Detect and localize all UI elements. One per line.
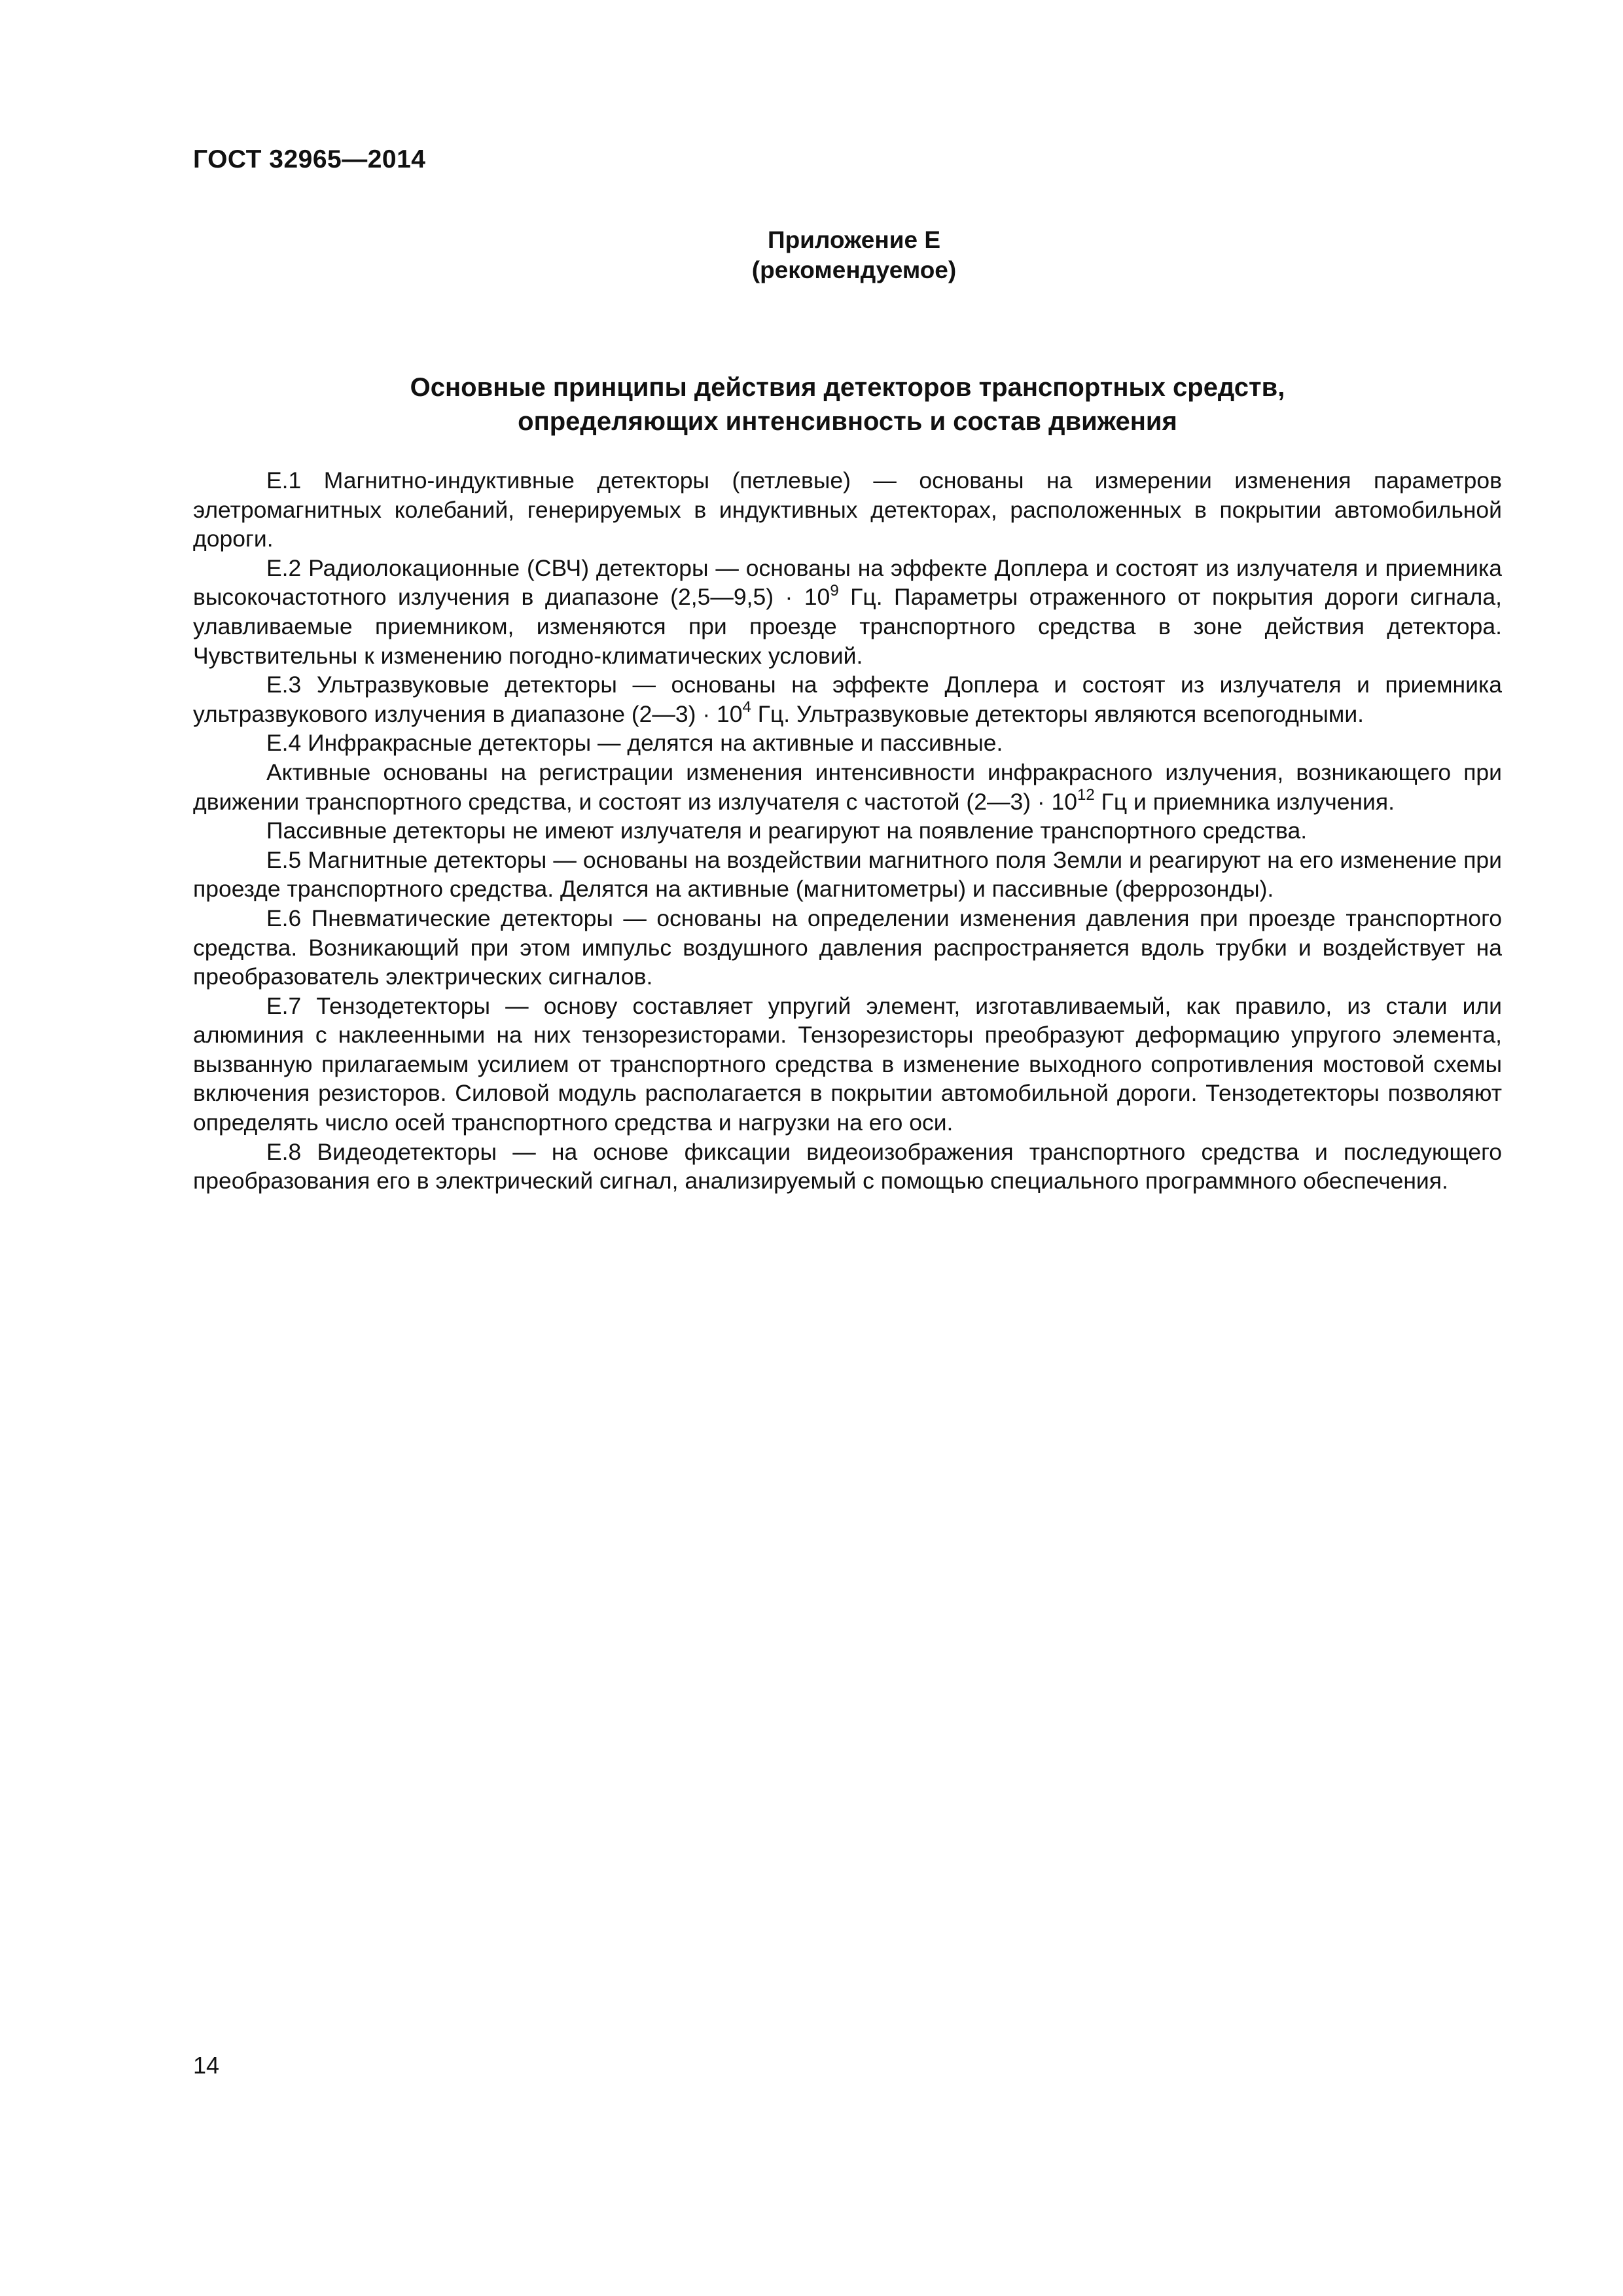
paragraph-e2-text-end: Гц. Параметры отраженного от покрытия дороги сигнала, улавливаемые приемником, изменяются при проезде транспортного средства в зоне действия детектора. Чувствительны к изменению погодно-климатических условий. — [193, 584, 1502, 669]
paragraph-e3-text-start: Е.3 Ультразвуковые детекторы — основаны на эффекте Доплера и состоят из излучателя и приемника ультразвукового излучения в диапазоне (2—3) · 10 — [193, 672, 1502, 727]
paragraph-e3-text-end: Гц. Ультразвуковые детекторы являются всепогодными. — [751, 700, 1364, 727]
paragraph-e4: Е.4 Инфракрасные детекторы — делятся на активные и пассивные. — [266, 730, 1003, 757]
paragraph-e4-active-text-end: Гц и приемника излучения. — [1094, 788, 1395, 815]
paragraph-e1: Е.1 Магнитно-индуктивные детекторы (петлевые) — основаны на измерении изменения параметров элетромагнитных колебаний, генерируемых в индуктивных детекторах, расположенных в покрытии автомобильной дороги. — [193, 467, 1502, 552]
paragraph-e2 — [193, 554, 1502, 670]
appendix-heading — [0, 225, 1623, 285]
paragraph-e2-text-start: Е.2 Радиолокационные (СВЧ) детекторы — основаны на эффекте Доплера и состоят из излучателя и приемника высокочастотного излучения в диапазоне (2,5—9,5) · 10 — [193, 554, 1502, 611]
section-title-line-2: определяющих интенсивность и состав движения — [518, 407, 1177, 436]
exponent: 4 — [742, 698, 751, 716]
paragraph-e4-passive: Пассивные детекторы не имеют излучателя и реагируют на появление транспортного средства. — [266, 817, 1308, 844]
appendix-status: (рекомендуемое) — [751, 257, 957, 283]
exponent: 12 — [1077, 785, 1095, 804]
paragraph-e7: Е.7 Тензодетекторы — основу составляет упругий элемент, изготавливаемый, как правило, из стали или алюминия с наклеенными на них тензорезисторами. Тензорезисторы преобразуют деформацию упругого элемента, вызванную прилагаемым усилием от транспортного средства в изменение выходного сопротивления мостовой схемы включения резисторов. Силовой модуль располагается в покрытии автомобильной дороги. Тензодетекторы позволяют определять число осей транспортного средства и нагрузки на его оси. — [193, 992, 1502, 1136]
paragraph-e4-active-text-start: Активные основаны на регистрации изменения интенсивности инфракрасного излучения, возникающего при движении транспортного средства, и состоят из излучателя с частотой (2—3) · 10 — [193, 759, 1502, 815]
paragraph-e4-active — [193, 758, 1502, 816]
exponent: 9 — [830, 581, 839, 600]
body-text — [193, 466, 1502, 1196]
paragraph-e3 — [193, 670, 1502, 728]
paragraph-e6: Е.6 Пневматические детекторы — основаны на определении изменения давления при проезде транспортного средства. Возникающий при этом импульс воздушного давления распространяется вдоль трубки и воздействует на преобразователь электрических сигналов. — [193, 905, 1502, 990]
section-title-line-1: Основные принципы действия детекторов транспортных средств, — [410, 373, 1285, 402]
paragraph-e8: Е.8 Видеодетекторы — на основе фиксации видеоизображения транспортного средства и последующего преобразования его в электрический сигнал, анализируемый с помощью специального программного обеспечения. — [193, 1138, 1502, 1194]
page-number: 14 — [193, 2052, 220, 2079]
appendix-label: Приложение Е — [767, 226, 941, 253]
section-title — [193, 370, 1502, 439]
paragraph-e5: Е.5 Магнитные детекторы — основаны на воздействии магнитного поля Земли и реагируют на его изменение при проезде транспортного средства. Делятся на активные (магнитометры) и пассивные (феррозонды). — [193, 846, 1502, 903]
document-header: ГОСТ 32965—2014 — [193, 145, 426, 173]
